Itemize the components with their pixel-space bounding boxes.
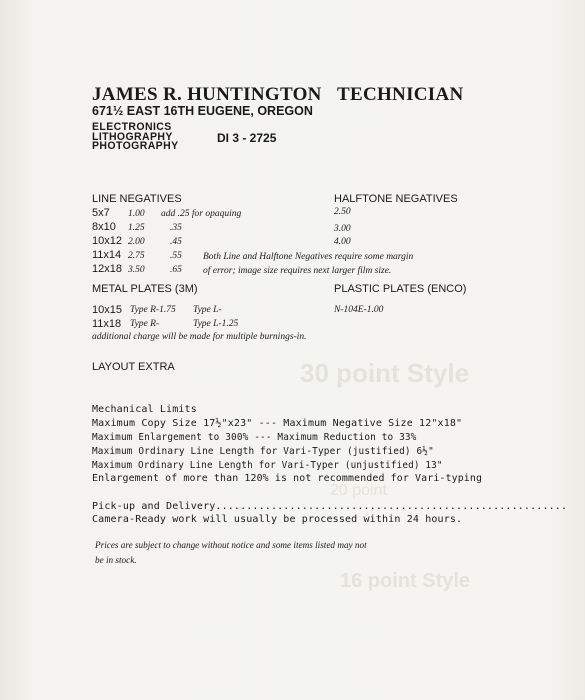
business-title: TECHNICIAN xyxy=(337,84,464,105)
plates-note: additional charge will be made for multiple burnings-in. xyxy=(92,332,307,342)
halftone-price: 2.50 xyxy=(334,207,351,217)
extra-cell: add .25 for opaquing xyxy=(161,209,242,219)
mechanical-limit-line: Maximum Ordinary Line Length for Vari-Typer (unjustified) 13" xyxy=(92,460,443,471)
mechanical-limit-line: Enlargement of more than 120% is not recommended for Vari-typing xyxy=(92,473,483,484)
services-list xyxy=(92,120,179,153)
line-negatives-heading: LINE NEGATIVES xyxy=(92,193,182,205)
extra-cell: .35 xyxy=(170,223,182,233)
plate-size: 10x15 xyxy=(92,304,122,316)
negatives-note: Both Line and Halftone Negatives require some margin xyxy=(203,252,414,262)
extra-cell: .55 xyxy=(170,251,182,261)
plate-type-l: Type L-1.25 xyxy=(193,319,239,329)
size-cell: 11x14 xyxy=(92,249,122,261)
show-through-decoration: 20 point xyxy=(330,482,387,499)
camera-ready-note: Camera-Ready work will usually be processed within 24 hours. xyxy=(92,514,463,525)
show-through-decoration: 16 point Style xyxy=(340,570,471,592)
size-cell: 12x18 xyxy=(92,263,122,275)
size-cell: 10x12 xyxy=(92,235,122,247)
price-cell: 1.25 xyxy=(128,223,145,233)
halftone-price: 4.00 xyxy=(334,237,351,247)
mechanical-limits-heading: Mechanical Limits xyxy=(92,404,197,415)
table-row xyxy=(92,221,241,235)
disclaimer: be in stock. xyxy=(95,555,137,565)
metal-plates-heading: METAL PLATES (3M) xyxy=(92,283,198,295)
plastic-plates-heading: PLASTIC PLATES (ENCO) xyxy=(334,283,467,295)
service-item: LITHOGRAPHY xyxy=(92,130,173,143)
price-cell: 2.75 xyxy=(128,251,145,261)
business-address: 671½ EAST 16TH EUGENE, OREGON xyxy=(92,104,313,118)
plate-type-l: Type L- xyxy=(193,305,222,315)
plate-size: 11x18 xyxy=(92,318,122,330)
plate-type-r: Type R- xyxy=(130,319,160,329)
extra-cell: .65 xyxy=(170,265,182,275)
price-cell: 3.50 xyxy=(128,265,145,275)
mechanical-limit-line: Maximum Copy Size 17½"x23" --- Maximum Negative Size 12"x18" xyxy=(92,418,463,429)
show-through-decoration: 30 point Style xyxy=(300,358,470,388)
halftone-price: 3.00 xyxy=(334,224,351,234)
mechanical-limit-line: Maximum Enlargement to 300% --- Maximum Reduction to 33% xyxy=(92,432,417,443)
extra-cell: .45 xyxy=(170,237,182,247)
size-cell: 8x10 xyxy=(92,221,116,233)
service-item: PHOTOGRAPHY xyxy=(92,139,179,153)
halftone-negatives-heading: HALFTONE NEGATIVES xyxy=(334,193,458,205)
table-row xyxy=(92,207,241,221)
layout-extra: LAYOUT EXTRA xyxy=(92,361,175,373)
business-name: JAMES R. HUNTINGTON xyxy=(92,84,322,105)
size-cell: 5x7 xyxy=(92,207,110,219)
phone-number: DI 3 - 2725 xyxy=(217,131,277,145)
price-cell: 2.00 xyxy=(128,237,145,247)
negatives-note: of error; image size requires next larger film size. xyxy=(203,266,392,276)
table-row xyxy=(92,235,241,249)
plate-type-r: Type R-1.75 xyxy=(130,305,176,315)
disclaimer: Prices are subject to change without notice and some items listed may not xyxy=(95,540,367,550)
pickup-delivery: Pick-up and Delivery......................................................... xyxy=(92,501,568,512)
plastic-plate-value: N-104E-1.00 xyxy=(334,305,384,315)
price-cell: 1.00 xyxy=(128,209,145,219)
service-item: ELECTRONICS xyxy=(92,120,172,134)
mechanical-limit-line: Maximum Ordinary Line Length for Vari-Typer (justified) 6½" xyxy=(92,446,434,457)
